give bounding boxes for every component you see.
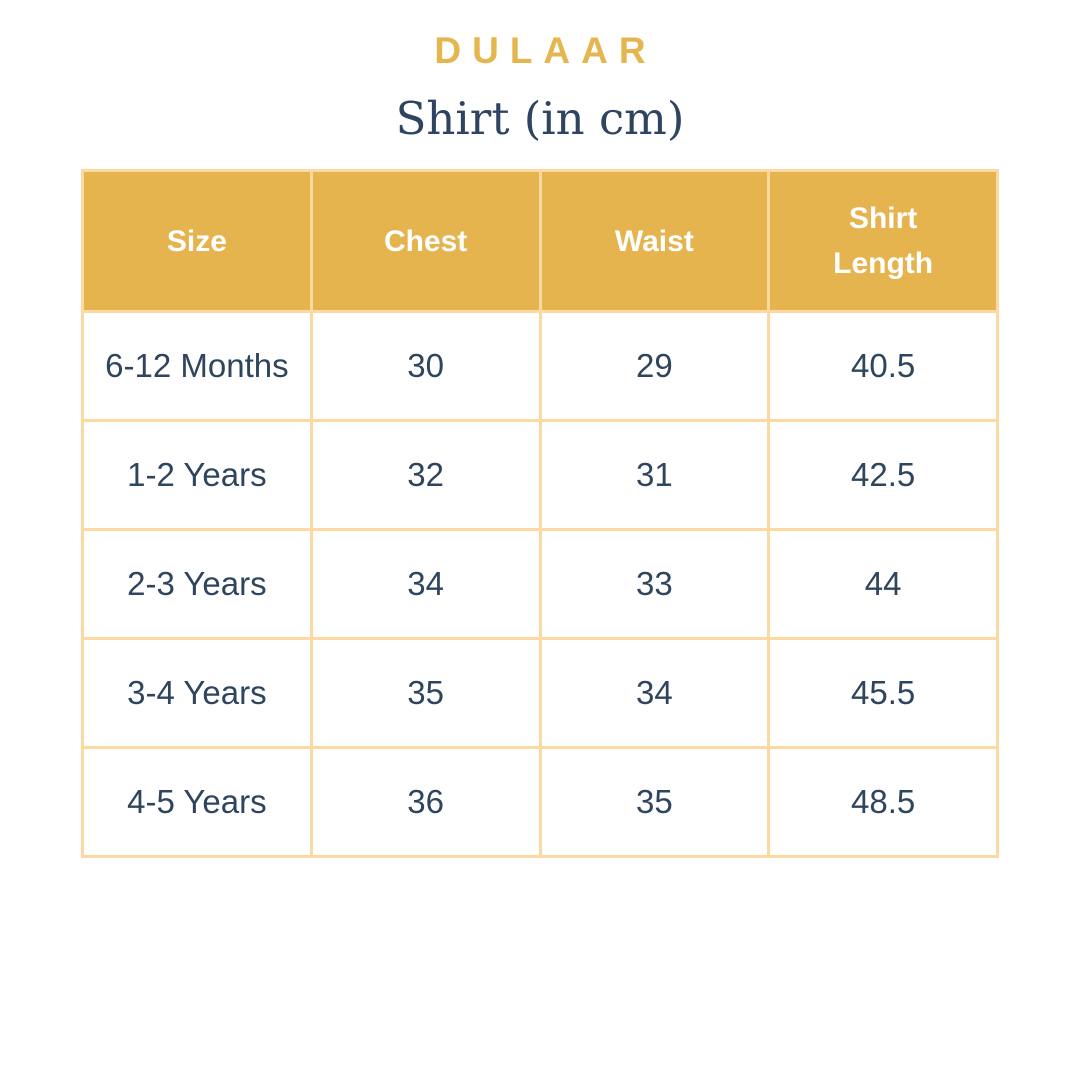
measurement-cell: 30 bbox=[311, 312, 540, 421]
table-header bbox=[83, 171, 998, 312]
size-cell: 3-4 Years bbox=[83, 639, 312, 748]
measurement-cell: 45.5 bbox=[769, 639, 998, 748]
measurement-cell: 32 bbox=[311, 421, 540, 530]
measurement-cell: 40.5 bbox=[769, 312, 998, 421]
measurement-cell: 42.5 bbox=[769, 421, 998, 530]
brand-logo: DULAAR bbox=[434, 30, 657, 71]
column-header-waist: Waist bbox=[540, 171, 769, 312]
table-body bbox=[83, 312, 998, 857]
table-header-row bbox=[83, 171, 998, 312]
size-chart-table bbox=[81, 169, 999, 858]
table-row bbox=[83, 312, 998, 421]
table-row bbox=[83, 639, 998, 748]
size-cell: 6-12 Months bbox=[83, 312, 312, 421]
measurement-cell: 33 bbox=[540, 530, 769, 639]
measurement-cell: 34 bbox=[540, 639, 769, 748]
column-header-shirt-length: Shirt Length bbox=[769, 171, 998, 312]
measurement-cell: 29 bbox=[540, 312, 769, 421]
size-cell: 2-3 Years bbox=[83, 530, 312, 639]
column-header-chest: Chest bbox=[311, 171, 540, 312]
table-row bbox=[83, 530, 998, 639]
measurement-cell: 35 bbox=[540, 748, 769, 857]
measurement-cell: 34 bbox=[311, 530, 540, 639]
measurement-cell: 31 bbox=[540, 421, 769, 530]
measurement-cell: 36 bbox=[311, 748, 540, 857]
table-row bbox=[83, 748, 998, 857]
measurement-cell: 44 bbox=[769, 530, 998, 639]
column-header-size: Size bbox=[83, 171, 312, 312]
measurement-cell: 35 bbox=[311, 639, 540, 748]
size-cell: 4-5 Years bbox=[83, 748, 312, 857]
table-row bbox=[83, 421, 998, 530]
size-cell: 1-2 Years bbox=[83, 421, 312, 530]
page-title: Shirt (in cm) bbox=[395, 92, 685, 145]
measurement-cell: 48.5 bbox=[769, 748, 998, 857]
